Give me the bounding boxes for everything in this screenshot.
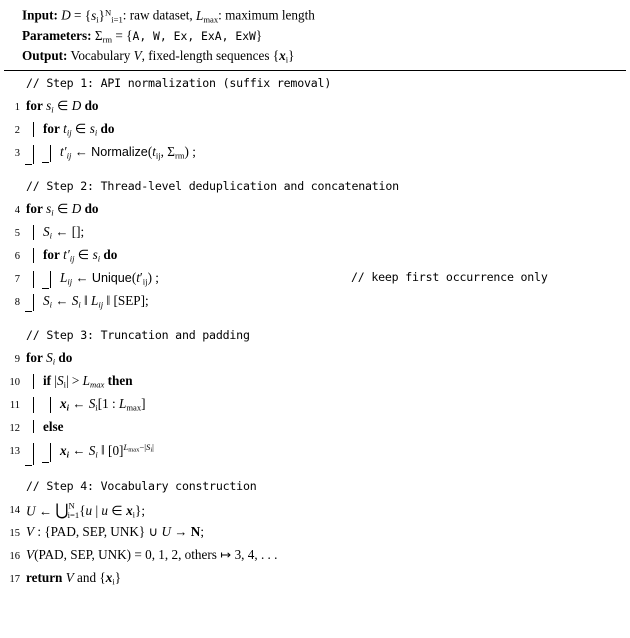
assign-symbol: ←	[55, 224, 69, 240]
keyword-then: then	[107, 373, 133, 389]
vocab-union-var: U	[26, 503, 36, 519]
statement-semicolon: ;	[144, 293, 149, 309]
code-line-12	[4, 419, 626, 442]
keyword-for: for	[43, 247, 60, 263]
comment-step4-row	[4, 477, 626, 500]
special-token-set: {PAD, SEP, UNK}	[44, 523, 146, 539]
code-line-8	[4, 293, 626, 316]
code-line-6	[4, 247, 626, 270]
statement-semicolon: ;	[192, 144, 196, 160]
seq-accumulator: $S_i$	[43, 224, 52, 241]
code-line-1	[4, 98, 626, 121]
spacer	[4, 167, 626, 178]
output-seq-var: $x_i$	[60, 396, 69, 413]
line-number-blank	[4, 479, 20, 483]
line-number-17: 17	[9, 573, 20, 585]
parameters-line	[22, 27, 626, 47]
vocab-var: V	[26, 546, 35, 562]
sigma-rm-symbol: $\Sigma_{rm}$	[94, 27, 113, 45]
code-line-13	[4, 442, 626, 467]
colon-symbol: :	[37, 523, 42, 539]
output-seq-set: $\{x_i\}$	[99, 569, 122, 587]
raw-dataset-text: : raw dataset,	[122, 7, 193, 23]
line-number-13: 13	[9, 446, 20, 458]
assign-symbol: ←	[38, 503, 53, 519]
big-union: ⋃$^N_{i=1}$	[55, 500, 80, 521]
keyword-for: for	[26, 350, 43, 366]
concat-symbol: ‖	[84, 293, 88, 309]
unique-function: Unique	[91, 271, 132, 286]
output-seq-var: $x_i$	[60, 442, 69, 460]
code-line-17	[4, 569, 626, 592]
concat-symbol: ‖	[106, 293, 111, 309]
keyword-do: do	[84, 98, 99, 114]
index-numbers-tail: 3, 4, . . .	[234, 546, 278, 562]
index-numbers: 0, 1, 2,	[145, 546, 182, 562]
dataset-symbol: D	[71, 201, 82, 217]
comment-step1: // Step 1: API normalization (suffix removal)	[26, 76, 332, 91]
loop-var-t: $t_{ij}$	[63, 121, 72, 138]
in-symbol: ∈	[56, 98, 69, 114]
pad-expr: $[0]^{Lmax-|Si|}$	[108, 442, 154, 458]
in-symbol: ∈	[74, 121, 87, 137]
code-line-14	[4, 500, 626, 523]
line-number-16: 16	[9, 550, 20, 562]
vocab-var: V	[65, 569, 74, 585]
line-number-15: 15	[9, 527, 20, 539]
keyword-for: for	[26, 98, 43, 114]
mapsto-symbol: ↦	[220, 546, 232, 562]
slice-expr: $S_i[1$ : $L_{max}$]	[88, 396, 146, 413]
loop-var-tprime: $t'_{ij}$	[63, 247, 75, 264]
params-equals: =	[115, 27, 123, 43]
assign-symbol: ←	[74, 144, 88, 160]
in-symbol: ∈	[56, 201, 69, 217]
line-number-blank	[4, 76, 20, 80]
keyword-do: do	[84, 201, 99, 217]
line-number-11: 11	[9, 400, 20, 412]
arrow-symbol: →	[174, 523, 188, 539]
keyword-do: do	[103, 247, 118, 263]
output-seq-set: $\{x_i\}$	[272, 47, 295, 65]
output-line	[22, 47, 626, 67]
line-number-3: 3	[14, 148, 20, 160]
output-vocab-symbol: V	[133, 47, 142, 63]
code-line-10	[4, 373, 626, 396]
vocab-var: V	[26, 523, 35, 539]
keyword-do: do	[58, 350, 73, 366]
natural-numbers-symbol: N	[190, 523, 201, 539]
max-length-text: : maximum length	[218, 7, 315, 23]
keyword-return: return	[26, 569, 63, 585]
code-line-7	[4, 270, 626, 293]
sep-token: [SEP]	[113, 293, 145, 309]
unique-args: $(t'_{ij})$	[131, 270, 152, 287]
lmax-symbol: $L_{max}$	[82, 373, 105, 390]
params-set: {A, W, Ex, ExA, ExW}	[126, 27, 263, 43]
line-number-4: 4	[14, 205, 20, 217]
output-label: Output:	[22, 47, 68, 63]
comment-step2-row	[4, 178, 626, 201]
input-equals: =	[74, 7, 82, 23]
empty-list: [];	[71, 224, 85, 240]
length-expr: $|S_i|$	[54, 373, 69, 390]
comment-step1-row	[4, 75, 626, 98]
loop-var-s: $s_i$	[46, 98, 54, 115]
output-fixed-text: fixed-length sequences	[148, 47, 270, 63]
equals-symbol: =	[134, 546, 142, 562]
line-number-2: 2	[14, 125, 20, 137]
comment-step4: // Step 4: Vocabulary construction	[26, 478, 257, 493]
spacer	[4, 466, 626, 477]
assign-symbol: ←	[75, 270, 89, 286]
line-number-blank	[4, 328, 20, 332]
comment-keep-first: // keep first occurrence only	[351, 270, 548, 285]
vocab-args: (PAD, SEP, UNK)	[34, 546, 132, 562]
header-divider	[4, 70, 626, 71]
comment-step2: // Step 2: Thread-level deduplication and concatenation	[26, 179, 399, 194]
seq-var-s: $s_i$	[89, 121, 98, 138]
lmax-symbol: $L_{max}$	[196, 7, 219, 25]
keyword-else: else	[43, 419, 64, 435]
comment-step3-row	[4, 327, 626, 350]
code-line-3	[4, 144, 626, 167]
in-symbol: ∈	[77, 247, 90, 263]
parameters-label: Parameters:	[22, 27, 92, 43]
keyword-for: for	[26, 201, 43, 217]
statement-semicolon: ;	[155, 270, 159, 286]
normalize-function: Normalize	[91, 145, 148, 160]
line-number-7: 7	[14, 274, 20, 286]
algorithm-header	[22, 6, 626, 67]
line-number-12: 12	[9, 423, 20, 435]
code-line-16	[4, 546, 626, 569]
line-number-8: 8	[14, 297, 20, 309]
spacer	[4, 316, 626, 327]
seq-var-s: $s_i$	[92, 247, 101, 264]
seq-accumulator: $S_i$	[88, 442, 98, 460]
vocab-union-var: U	[161, 523, 171, 539]
line-number-10: 10	[9, 377, 20, 389]
seq-accumulator: $S_i$	[71, 293, 81, 310]
concat-symbol: ‖	[101, 442, 105, 458]
output-comma: ,	[141, 47, 145, 63]
line-number-14: 14	[9, 504, 20, 516]
input-set: $\{s_i\}^N_i=_1$	[84, 7, 123, 25]
others-label: others	[184, 546, 217, 562]
assign-symbol: ←	[55, 293, 69, 309]
unique-list-var: $L_{ij}$	[91, 293, 104, 310]
line-number-9: 9	[14, 354, 20, 366]
normalized-token-var: $t'_{ij}$	[60, 144, 72, 161]
code-line-5	[4, 224, 626, 247]
code-line-15	[4, 523, 626, 546]
input-dataset-symbol: D	[61, 7, 71, 23]
keyword-if: if	[43, 373, 52, 389]
keyword-do: do	[100, 121, 115, 137]
keyword-for: for	[43, 121, 60, 137]
loop-var-S: $S_i$	[46, 350, 56, 367]
code-line-2	[4, 121, 626, 144]
code-line-9	[4, 350, 626, 373]
dataset-symbol: D	[71, 98, 82, 114]
loop-var-s: $s_i$	[46, 201, 54, 218]
line-number-blank	[4, 179, 20, 183]
output-vocab-text: Vocabulary	[70, 47, 131, 63]
normalize-args: ($t_{ij}$, $\Sigma_{rm}$)	[147, 144, 189, 161]
code-line-4	[4, 201, 626, 224]
code-line-11	[4, 396, 626, 419]
assign-symbol: ←	[72, 396, 86, 412]
assign-symbol: ←	[72, 442, 86, 458]
gt-symbol: >	[71, 373, 80, 389]
comment-step3: // Step 3: Truncation and padding	[26, 328, 250, 343]
input-line	[22, 6, 626, 27]
union-symbol: ∪	[148, 523, 159, 539]
line-number-1: 1	[14, 102, 20, 114]
keyword-and: and	[77, 569, 97, 585]
line-number-6: 6	[14, 251, 20, 263]
union-set: {u | u ∈ $x_i$};	[79, 503, 146, 520]
seq-accumulator: $S_i$	[43, 293, 52, 310]
line-number-5: 5	[14, 228, 20, 240]
block-step1	[4, 121, 626, 167]
statement-semicolon: ;	[200, 523, 204, 539]
unique-list-var: $L_{ij}$	[60, 270, 73, 287]
input-label: Input:	[22, 7, 58, 23]
